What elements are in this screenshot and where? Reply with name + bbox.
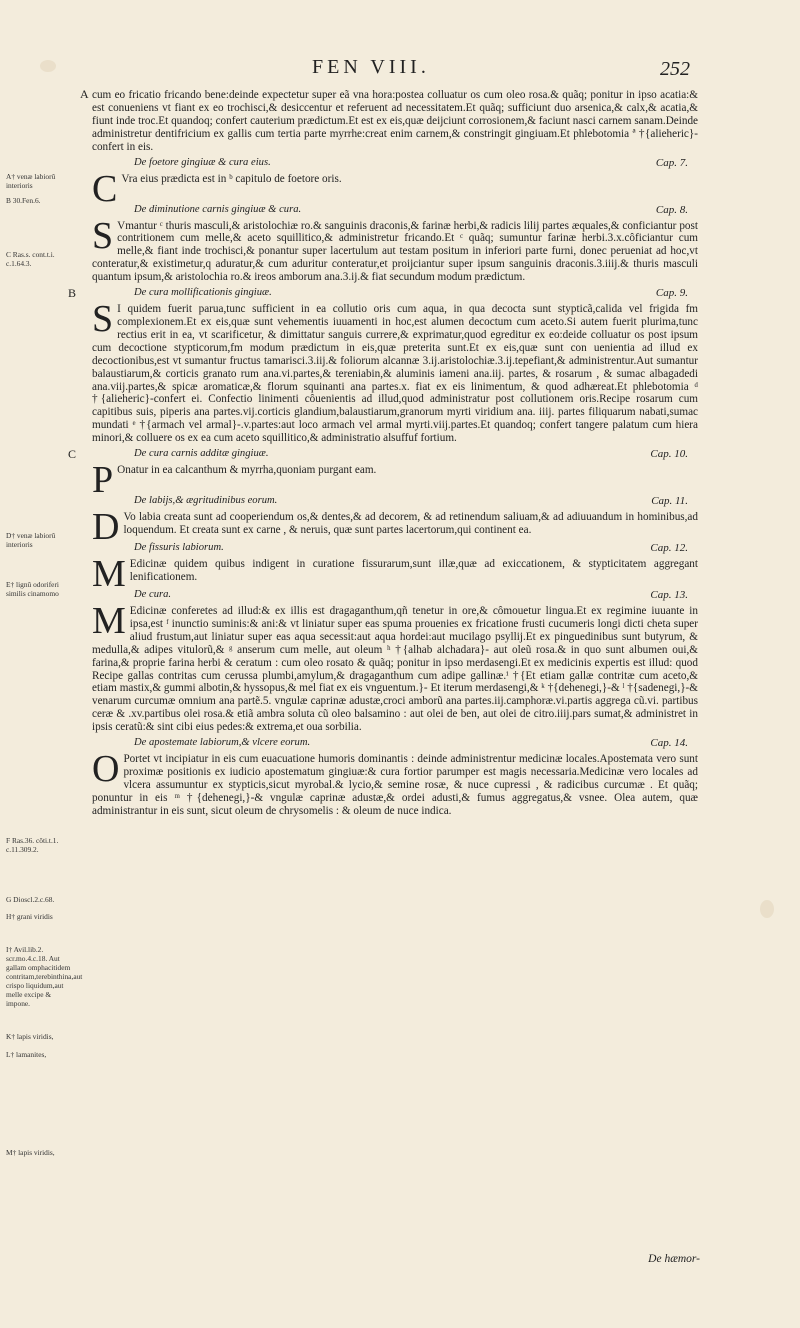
chapter-heading	[92, 542, 698, 556]
paragraph-text: cum eo fricatio fricando bene:deinde expectetur super eã vna hora:postea colluatur os cum oleo rosa.& quãq; ponitur in ipso acatia:& est conueniens vt fiant ex eo trochisci,& desiccentur et referuent ad necessitatem.Et quãq; sufficiunt duo arsenica,& calx,& acatia,& fiunt inde troc.Et quandoq; confert cauterium prædictum.Et est ex eis,quæ deijciunt corrosionem,& faciunt nasci carnem sanam.Deinde administretur dentifricium ex gallis cum tertia parte myrrhe:creat enim carnem,& constringit gingiuam.Et phlebotomia ª †{alieheric}- confert in eis.	[92, 89, 698, 153]
chapter-title: De diminutione carnis gingiuæ & cura.	[134, 203, 302, 215]
margin-note: F Ras.36. cõti.t.1. c.11.309.2.	[6, 836, 59, 854]
paragraph-text: Onatur in ea calcanthum & myrrha,quoniam purgant eam.	[117, 464, 377, 477]
margin-note: L† lamanites,	[6, 1050, 47, 1059]
chapter-number: Cap. 9.	[655, 287, 688, 300]
drop-cap: S	[92, 298, 114, 341]
paper-stain	[760, 900, 774, 918]
margin-note: M† lapis viridis,	[6, 1148, 55, 1157]
paragraph-text: Edicinæ quidem quibus indigent in curatione fissurarum,sunt illæ,quæ ad exiccationem, & stypticitatem aggregant lenificationem.	[129, 558, 698, 583]
paragraph	[92, 748, 698, 818]
margin-note: A† venæ labiorũ interioris	[6, 172, 56, 190]
chapter-title: De labijs,& ægritudinibus eorum.	[134, 495, 278, 507]
running-head: FEN VIII.	[312, 56, 430, 78]
chapter-heading	[68, 286, 698, 301]
drop-cap: C	[92, 167, 118, 210]
paragraph-text: Vra eius prædicta est in ᵇ capitulo de foetore oris.	[121, 172, 342, 185]
paragraph-text: Portet vt incipiatur in eis cum euacuatione humoris dominantis : deinde administrentur medicinæ locales.Apostemata vero sunt proximæ positionis ex iudicio apostematum gingiuæ:& cura fortior parumper est magis necessaria.Medicinæ vero locales ad vlcera assumuntur ex stypticis,sicut myrobal.& lycio,& semine rosæ, & nuce cupressi , & radicibus curcumæ . Et quãq; ponuntur in eis ᵐ †{dehenegi,}-& vngulæ caprinæ adustæ,& ordei adusti,& fumus aggregatus,& vsnee. Olea autem, quæ administrantur in eis sunt, sicut oleum de chrysomelis : & oleum de nuce indica.	[92, 753, 698, 817]
page-number: 252	[660, 58, 690, 80]
chapter-heading	[92, 589, 698, 603]
chapter-number: Cap. 11.	[651, 495, 688, 508]
section-marker: B	[68, 286, 77, 301]
section-marker: C	[68, 447, 77, 462]
margin-note: K† lapis viridis,	[6, 1032, 54, 1041]
drop-cap: S	[92, 214, 114, 257]
margin-note: H† grani viridis	[6, 912, 53, 921]
chapter-title: De foetore gingiuæ & cura eius.	[134, 156, 271, 168]
drop-cap: P	[92, 459, 114, 502]
margin-note: E† lignũ odoriferi similis cinamomo	[6, 580, 59, 598]
page-header	[300, 56, 690, 82]
drop-cap: D	[92, 506, 120, 549]
paragraph-text: Vo labia creata sunt ad cooperiendum os,& dentes,& ad decorem, & ad retinendum saliuam,& ad adiuuandum in hominibus,ad loquendum. Et creata sunt ex carne , & neruis, quæ sunt partes lacertorum,qui continent ea.	[123, 511, 698, 536]
left-margin	[6, 0, 83, 1328]
chapter-heading	[68, 447, 698, 462]
paragraph	[92, 298, 698, 445]
paragraph-text: Vmantur ᶜ thuris masculi,& aristolochiæ ro.& sanguinis draconis,& farinæ herbi,& radicis lilij partes æquales,& conficiantur post contritionem cum melle,& aceto squillitico,& administretur fricando.Et ᶜ quãq; sumuntur farinæ herbi.3.x.côficiantur cum melle,& fiant inde trochisci,& ponantur super lacertulum aut testam positum in inferiori parte furni, donec perueniat ad hoc,vt conteratur,& existimetur,q aduratur,& cum aduritur conteratur,et proijciantur super ipsum sanguinis draconis.3.iiij.& thuris masculi quantum ipsum,& aristolochia ro.& ireos amborum ana.3.ij.& fiat secundum modum prædictum.	[92, 219, 698, 284]
section-marker: A	[80, 87, 89, 101]
chapter-title: De cura carnis additæ gingiuæ.	[134, 448, 269, 460]
margin-note: D† venæ labiorũ interioris	[6, 531, 56, 549]
catchword: De hæmor-	[648, 1253, 700, 1265]
paragraph-text: Edicinæ conferetes ad illud:& ex illis est dragaganthum,qñ tenetur in ore,& cômouetur lingua.Et ex regimine iuuante in ipsa,est ᶠ inunctio suminis:& ani:& vt liniatur super eas spuma prouenies ex fricatione frusti cucumeris longi dicti cheta super aliud frustum,aut liniatur super eas aqua secessit:aut aqua hordei:aut mucilago psyllij.Et ex pinguedinibus sunt butyrum, & medulla,& adipes vitulorũ,& ᵍ anserum cum melle, aut oleum ʰ †{alhab alchadara}- aut oleũ rosa.& in quo sunt albumen oui,& farina,& proprie farina herbi & ceratum : cum oleo rosato & quãq; ponitur in ipso merdasengi.Et ex medicinis expertis est illud: quod Recipe gallas contritas cum cerussa plumbi,amylum,& dragaganthum cum adipe gallinæ.ⁱ †{Et etiam gallæ contritæ cum aceto,& etiam mastix,& gummi albotin,& hyssopus,& mel fiat ex eis vnguentum.}- Et iterum merdasengi,& ᵏ †{dehenegi,}-& ˡ †{sadenegi,}-& venarum curcumæ omnium ana partẽ.5. vngulæ caprinæ adustæ,croci amborũ ana partes.iij.camphoræ.vi.partis aggrega cũ.vi. partibus ceræ & .xv.partibus olei rosa.& etiã ambra soluta cũ oleo balsamino : aut olei de ben, aut olei de citro.iiij.pars sumat,& administret in ipsis ceratũ:& sint cibi eius pedes:& extrema,et oua sorbilia.	[92, 605, 698, 734]
chapter-number: Cap. 12.	[650, 542, 688, 555]
paragraph	[92, 214, 698, 285]
drop-cap: O	[92, 748, 120, 791]
chapter-title: De cura mollificationis gingiuæ.	[134, 287, 272, 299]
paragraph	[92, 600, 698, 734]
text-column	[68, 87, 698, 818]
chapter-title: De apostemate labiorum,& vlcere eorum.	[134, 737, 311, 749]
margin-note: B 30.Fen.6.	[6, 196, 41, 205]
chapter-title: De fissuris labiorum.	[134, 542, 224, 554]
chapter-number: Cap. 10.	[650, 448, 688, 461]
drop-cap: M	[92, 553, 126, 596]
margin-note: I† Avil.lib.2. scr.mo.4.c.18. Aut gallam omphacitidem contritam,terebinthina,aut crispo liquidum,aut melle excipe & impone.	[6, 945, 83, 1008]
chapter-heading	[92, 204, 698, 218]
paragraph-text: I quidem fuerit parua,tunc sufficient in ea collutio oris cum aqua, in qua decocta sunt stypticã,calida vel frigida fm complexionem.Et ex eis,quæ sunt vehementis iuuamenti in hoc,est alumen decoctum cum aceto.Si autem fuerit plurima,tunc rectius erit in ea, vt scarificetur, & dimittatur sanguis currere,& exprimatur,quod egreditur ex eo:deide colluatur os post ipsum cum decoctione stypticorum,fm modum prædictum in eis,quæ preterita sunt.Et ex eis,quæ sunt con uenientia ad illud ex decoctionibus,est vt sumantur fructus tamarisci.3.iij.& foliorum alcannæ 3.ij.aristolochiæ.3.ij.tepefiant,& administrentur.Aut sumantur balaustiarum,& corticis granato rum ana.vi.partes,& tereniabin,& aluminis iameni ana.iij. partes, & rosarum , & sumac albagadedi ana.viij.partes,& spicæ aromaticæ,& florum squinanti ana partes.x. fiat ex eis linimentum, & quod adhæreat.Et phlebotomia ᵈ †{alieheric}-confert ei. Confectio linimenti côuenientis ad illud,quod administratur post collutionem oris.Recipe rosarum cum capitibus suis, piperis ana partes.vij.corticis glandium,balaustiarum,granorum myrti viridium ana. iiij. partes filiquarum nabati,sumac mundati ᵉ †{armach vel armal}-.v.partes:aut loco armach vel armal myrti.viij.partes.Et quandoq; confert tangere palatum cum hiera minori,& colluere os ex ea cum aceto squillitico,& administratio alsuffuf fortium.	[92, 303, 698, 445]
drop-cap: M	[92, 600, 126, 643]
chapter-heading	[92, 157, 698, 171]
margin-note: G Dioscl.2.c.68.	[6, 895, 55, 904]
chapter-title: De cura.	[134, 589, 172, 601]
chapter-number: Cap. 14.	[650, 737, 688, 750]
chapter-number: Cap. 13.	[650, 589, 688, 602]
chapter-number: Cap. 8.	[655, 203, 688, 216]
margin-note: C Ras.s. cont.t.i. c.1.64.3.	[6, 250, 55, 268]
chapter-heading	[92, 737, 698, 751]
chapter-number: Cap. 7.	[655, 156, 688, 169]
paragraph	[80, 87, 698, 154]
chapter-heading	[92, 495, 698, 509]
